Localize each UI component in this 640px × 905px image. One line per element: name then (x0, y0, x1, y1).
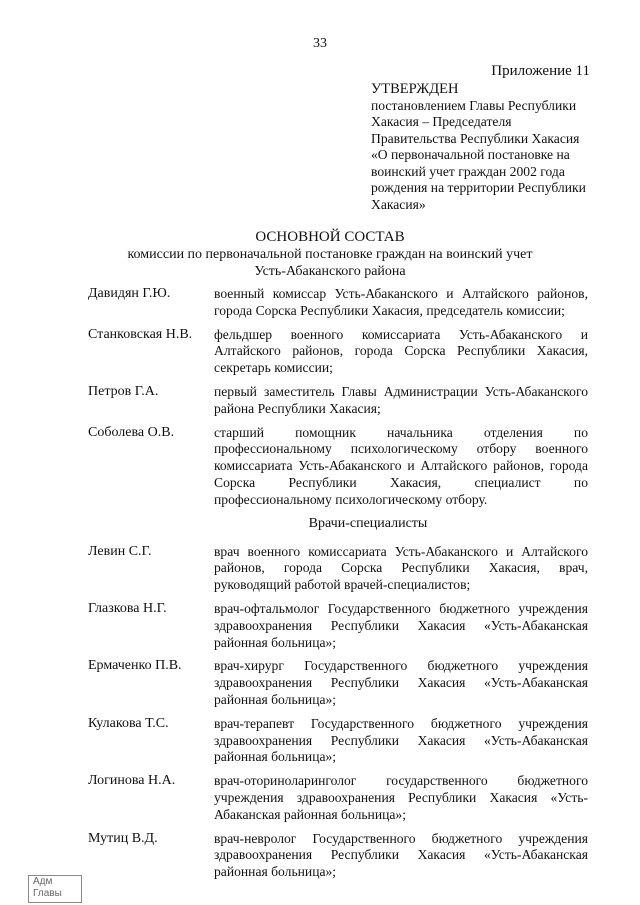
approval-line: постановлением Главы Республики (371, 97, 577, 113)
member-role: военный комиссар Усть-Абаканского и Алтайского районов, города Сорска Республики Хакасия, председатель комиссии; (214, 286, 588, 318)
stamp-line: Главы (33, 888, 62, 899)
approval-line: рождения на территории Республики (371, 180, 586, 195)
approval-block (371, 81, 601, 213)
doctor-role: врач-хирург Государственного бюджетного учреждения здравоохранения Республики Хакасия «Усть-Абаканская районная больница»; (214, 658, 588, 707)
doctor-role: врач военного комиссариата Усть-Абаканского и Алтайского районов, города Сорска Республики Хакасия, врач, руководящий работой врачей-специалистов; (214, 543, 588, 593)
member-name: Станковская Н.В. (88, 326, 193, 342)
member-list (88, 286, 588, 888)
doctor-name: Логинова Н.А. (88, 773, 176, 789)
doctor-name: Глазкова Н.Г. (88, 600, 167, 616)
appendix-label: Приложение 11 (491, 63, 590, 79)
list-item (88, 286, 588, 320)
list-item (88, 831, 588, 881)
member-name: Соболева О.В. (88, 424, 175, 440)
approval-line: воинский учет граждан 2002 года (371, 163, 565, 179)
approval-title: УТВЕРЖДЕН (371, 81, 459, 97)
doctor-role: врач-невролог Государственного бюджетного учреждения здравоохранения Республики Хакасия «Усть-Абаканская районная больница»; (214, 830, 588, 880)
list-item (88, 425, 588, 509)
approval-line: Правительства Республики Хакасия (371, 130, 580, 146)
member-role: фельдшер военного комиссариата Усть-Абаканского и Алтайского районов, города Сорска Республики Хакасия, секретарь комиссии; (214, 326, 588, 376)
member-role: старший помощник начальника отделения по профессиональному психологическому отбору военного комиссариата Усть-Абаканского и Алтайского районов, города Сорска Республики Хакасия, специалист по профессиональному психологическому отбору. (214, 424, 588, 507)
doctor-role: врач-терапевт Государственного бюджетного учреждения здравоохранения Республики Хакасия «Усть-Абаканская районная больница»; (214, 715, 588, 765)
doctor-name: Мутиц В.Д. (88, 830, 158, 846)
approval-line: «О первоначальной постановке на (371, 147, 570, 162)
approval-line: Хакасия» (371, 196, 426, 212)
doctor-role: врач-оториноларинголог государственного бюджетного учреждения здравоохранения Республики Хакасия «Усть-Абаканская районная больница»; (214, 773, 588, 822)
member-name: Давидян Г.Ю. (88, 286, 171, 301)
document-subtitle: комиссии по первоначальной постановке граждан на воинский учет (127, 247, 533, 262)
list-item (88, 773, 588, 823)
document-heading (60, 229, 600, 280)
approval-line: Хакасия – Председателя (371, 114, 512, 129)
document-subtitle-district: Усть-Абаканского района (254, 264, 406, 279)
doctors-heading: Врачи-специалисты (308, 515, 428, 531)
list-item (88, 716, 588, 766)
page-number: 33 (313, 36, 327, 51)
member-role: первый заместитель Главы Администрации Усть-Абаканского района Республики Хакасия; (214, 383, 588, 416)
list-item (88, 658, 588, 708)
doctor-name: Левин С.Г. (88, 543, 152, 559)
list-item (88, 327, 588, 377)
list-item (88, 601, 588, 651)
list-item (88, 544, 588, 594)
stamp-line: Адм (33, 876, 53, 887)
member-name: Петров Г.А. (88, 383, 159, 399)
document-title: ОСНОВНОЙ СОСТАВ (255, 229, 405, 245)
doctor-name: Ермаченко П.В. (88, 658, 182, 674)
doctor-name: Кулакова Т.С. (88, 715, 169, 731)
doctor-role: врач-офтальмолог Государственного бюджетного учреждения здравоохранения Республики Хакасия «Усть-Абаканская районная больница»; (214, 600, 588, 650)
registration-stamp (28, 875, 82, 903)
list-item (88, 384, 588, 418)
